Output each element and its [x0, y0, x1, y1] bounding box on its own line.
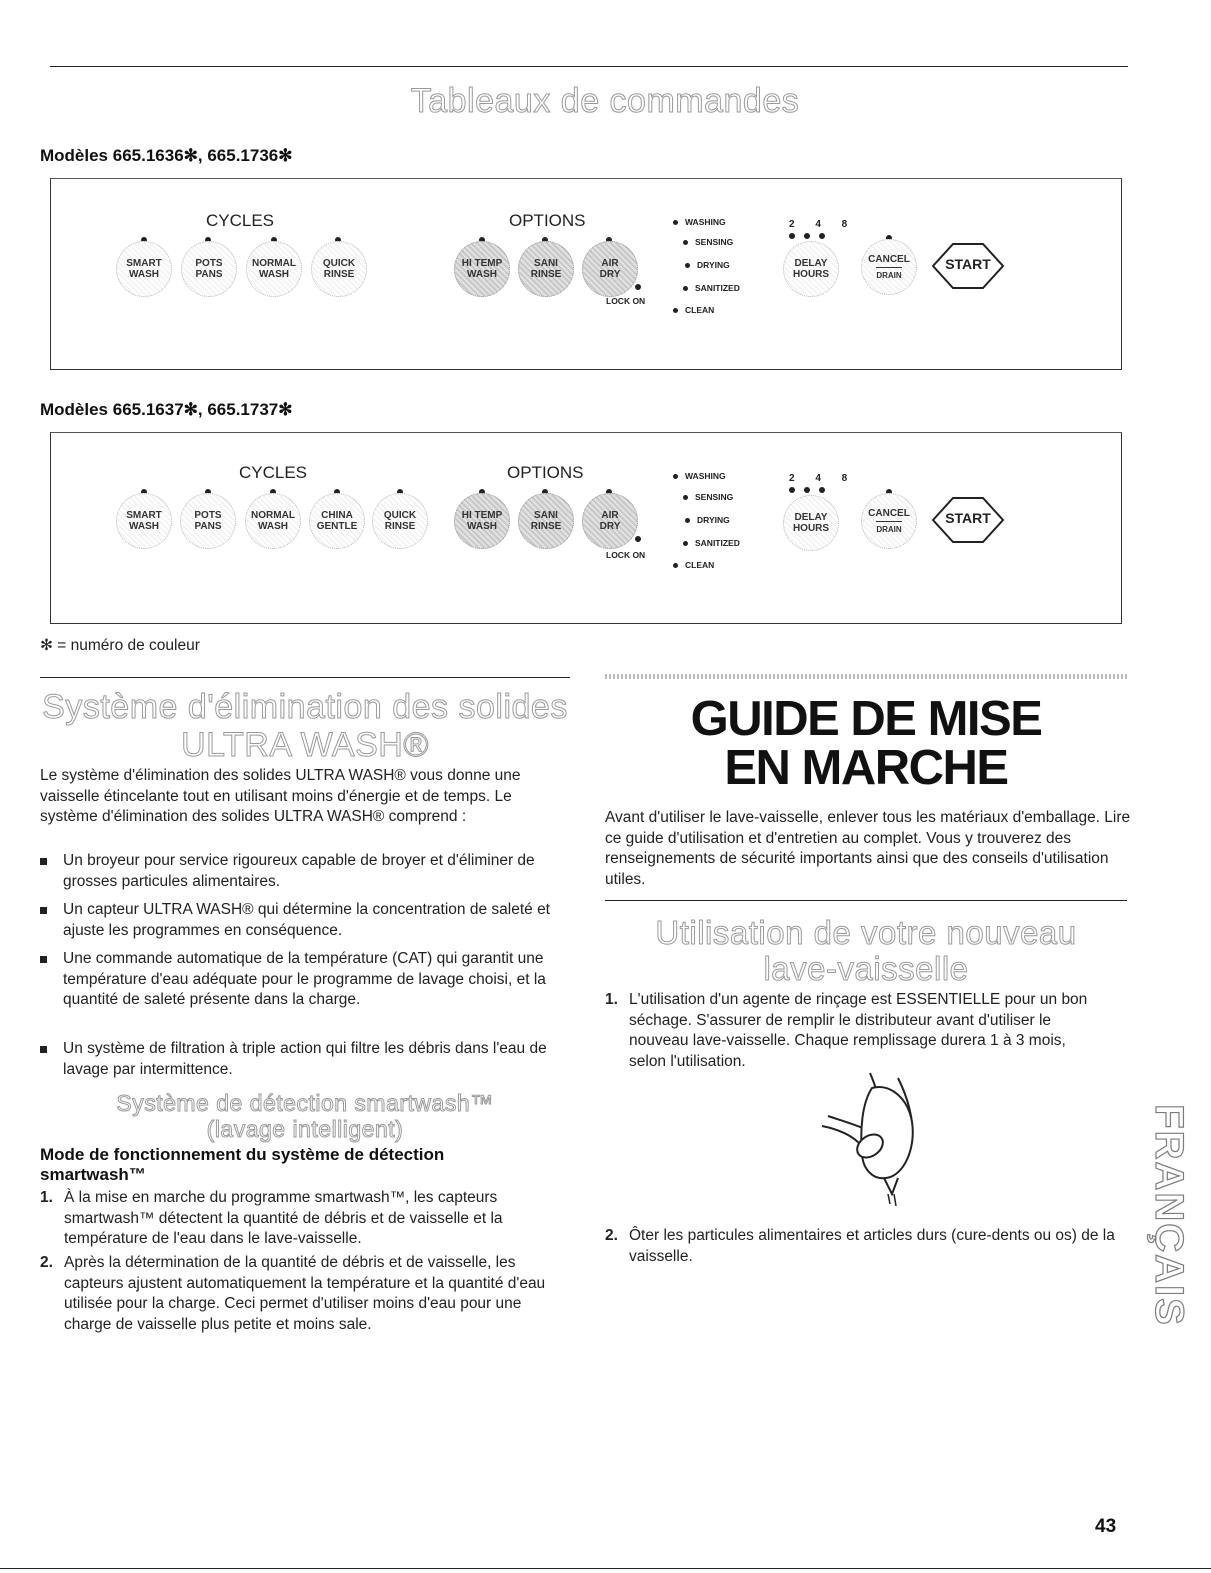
option-button-air-dry[interactable] — [582, 241, 638, 297]
list-item — [40, 949, 570, 1011]
page-title: Tableaux de commandes — [410, 82, 800, 120]
button-label: DELAY — [794, 512, 828, 523]
panel-edge — [1121, 433, 1122, 623]
status-drying: DRYING — [685, 515, 730, 525]
button-label: CHINA — [321, 510, 353, 521]
options-label: OPTIONS — [507, 463, 584, 482]
status-sanitized: SANITIZED — [683, 283, 740, 293]
cycles-label: CYCLES — [206, 211, 275, 230]
button-label: RINSE — [530, 269, 562, 280]
top-rule — [50, 66, 1128, 67]
ultra-wash-intro: Le système d'élimination des solides ULTRA WASH® vous donne une vaisselle étincelante tout en utilisant moins d'énergie et de temps. Le système d'élimination des solides ULTRA WASH® comprend : — [40, 767, 521, 825]
button-label: SMART — [126, 510, 162, 521]
usage-title-line2: lave-vaisselle — [763, 950, 969, 987]
button-label: WASH — [467, 269, 497, 280]
button-label: HI TEMP — [461, 258, 503, 269]
status-clean: CLEAN — [673, 305, 714, 315]
cycle-button-smart-wash[interactable] — [116, 493, 172, 549]
button-label: NORMAL — [252, 258, 296, 269]
step-text: Après la détermination de la quantité de débris et de vaisselle, les capteurs ajustent automatiquement la température et la quantité d'eau utilisée pour la charge. Ceci permet d'utiliser moins d'eau pour une charge de vaisselle plus petite et moins sale. — [64, 1254, 546, 1333]
button-label: QUICK — [322, 258, 356, 269]
option-button-sani-rinse[interactable] — [518, 241, 574, 297]
start-button-label: START — [945, 510, 991, 526]
start-button[interactable] — [931, 495, 1005, 545]
lock-on-label: LOCK ON — [606, 550, 646, 560]
button-label: DRY — [599, 521, 621, 532]
smartwash-title-line2: (lavage intelligent) — [206, 1116, 404, 1142]
right-column-rule — [605, 900, 1127, 901]
status-clean: CLEAN — [673, 560, 714, 570]
button-label: AIR — [601, 258, 619, 269]
button-label: RINSE — [384, 521, 416, 532]
cycle-button-quick-rinse[interactable] — [311, 241, 367, 297]
status-sensing: SENSING — [683, 237, 733, 247]
status-drying: DRYING — [685, 260, 730, 270]
button-label: GENTLE — [316, 521, 358, 532]
button-label: WASH — [129, 269, 159, 280]
button-label: SANI — [534, 258, 558, 269]
step-number: 1. — [605, 991, 618, 1008]
status-washing: WASHING — [673, 217, 726, 227]
button-label: HOURS — [792, 523, 830, 534]
cycle-button-china-gentle[interactable] — [309, 493, 365, 549]
list-item-text: Un capteur ULTRA WASH® qui détermine la concentration de saleté et ajuste les programmes en conséquence. — [63, 901, 550, 939]
control-panel-1 — [50, 178, 1122, 370]
button-label: WASH — [258, 521, 288, 532]
bullet-icon — [40, 956, 47, 963]
mode-heading: Mode de fonctionnement du système de détection smartwash™ — [40, 1145, 445, 1184]
cycle-button-smart-wash[interactable] — [116, 241, 172, 297]
button-label: HI TEMP — [461, 510, 503, 521]
ultra-wash-title-line1: Système d'élimination des solides — [42, 688, 568, 726]
cycles-label: CYCLES — [239, 463, 308, 482]
button-label: WASH — [259, 269, 289, 280]
option-button-hi-temp-wash[interactable] — [454, 241, 510, 297]
smartwash-title-line1: Système de détection smartwash™ — [116, 1090, 494, 1116]
bottom-rule — [0, 1568, 1211, 1569]
button-label: CANCEL — [868, 507, 910, 519]
list-item — [40, 1253, 570, 1335]
rinse-aid-illustration — [800, 1068, 960, 1208]
delay-hours-button[interactable] — [783, 241, 839, 297]
list-item — [40, 851, 570, 892]
guide-intro: Avant d'utiliser le lave-vaisselle, enlever tous les matériaux d'emballage. Lire ce guide d'utilisation et d'entretien au complet. Vous y trouverez des renseignements de sécurité importants ainsi que des conseils d'utilisation utiles. — [605, 809, 1131, 888]
button-label: WASH — [129, 521, 159, 532]
cycle-button-normal-wash[interactable] — [246, 241, 302, 297]
lock-on-light — [635, 284, 641, 290]
list-item-text: Un système de filtration à triple action qui filtre les débris dans l'eau de lavage par intermittence. — [63, 1040, 547, 1078]
step-number: 2. — [605, 1227, 618, 1244]
options-label: OPTIONS — [509, 211, 586, 230]
bullet-icon — [40, 907, 47, 914]
language-tab-label: FRANÇAIS — [1146, 1103, 1191, 1327]
button-label: PANS — [195, 269, 223, 280]
button-label: AIR — [601, 510, 619, 521]
bottle-hand-icon — [800, 1068, 960, 1208]
step-text: À la mise en marche du programme smartwash™, les capteurs smartwash™ détectent la quantité de débris et de vaisselle et la température de l'eau dans le lave-vaisselle. — [64, 1189, 503, 1247]
button-label: SMART — [126, 258, 162, 269]
list-item — [605, 990, 1105, 1072]
button-label: POTS — [194, 510, 222, 521]
button-label: HOURS — [792, 269, 830, 280]
option-button-air-dry[interactable] — [582, 493, 638, 549]
step-number: 1. — [40, 1189, 53, 1206]
cycle-button-quick-rinse[interactable] — [372, 493, 428, 549]
step-text: Ôter les particules alimentaires et articles durs (cure-dents ou os) de la vaisselle. — [629, 1227, 1115, 1265]
delay-hours-numbers: 2 4 8 — [789, 473, 857, 484]
button-label: NORMAL — [251, 510, 295, 521]
list-item — [40, 1188, 570, 1250]
delay-hours-button[interactable] — [783, 495, 839, 551]
list-item — [40, 1039, 570, 1080]
bullet-icon — [40, 858, 47, 865]
button-label: SANI — [534, 510, 558, 521]
status-washing: WASHING — [673, 471, 726, 481]
start-button[interactable] — [931, 241, 1005, 291]
status-sensing: SENSING — [683, 492, 733, 502]
button-label: RINSE — [530, 521, 562, 532]
button-label: QUICK — [383, 510, 417, 521]
step-number: 2. — [40, 1254, 53, 1271]
panel-edge — [1121, 179, 1122, 369]
option-button-sani-rinse[interactable] — [518, 493, 574, 549]
dotted-rule — [605, 674, 1127, 679]
button-label: POTS — [195, 258, 223, 269]
option-button-hi-temp-wash[interactable] — [454, 493, 510, 549]
button-label: DRAIN — [876, 524, 902, 534]
bullet-icon — [40, 1046, 47, 1053]
button-label: RINSE — [323, 269, 355, 280]
color-number-note: ✻ = numéro de couleur — [40, 637, 200, 654]
model-heading-1: Modèles 665.1636✻, 665.1736✻ — [40, 146, 293, 165]
model-heading-2: Modèles 665.1637✻, 665.1737✻ — [40, 400, 293, 419]
list-item — [605, 1226, 1125, 1267]
button-label: CANCEL — [868, 253, 910, 265]
cycle-button-pots-pans[interactable] — [181, 241, 237, 297]
button-label: DELAY — [794, 258, 828, 269]
delay-hours-lights — [789, 487, 825, 493]
button-label: DRAIN — [876, 270, 902, 280]
step-text: L'utilisation d'un agente de rinçage est ESSENTIELLE pour un bon séchage. S'assurer de remplir le distributeur avant d'utiliser le nouveau lave-vaisselle. Chaque remplissage durera 1 à 3 mois, selon l'utilisation. — [629, 991, 1088, 1070]
list-item-text: Un broyeur pour service rigoureux capable de broyer et d'éliminer de grosses particules alimentaires. — [63, 852, 535, 890]
delay-hours-numbers: 2 4 8 — [789, 219, 857, 230]
lock-on-label: LOCK ON — [606, 296, 646, 306]
cancel-drain-button[interactable] — [861, 239, 917, 295]
guide-title-line1: GUIDE DE MISE — [690, 692, 1042, 746]
start-button-label: START — [945, 256, 991, 272]
cycle-button-pots-pans[interactable] — [180, 493, 236, 549]
list-item — [40, 900, 570, 941]
control-panel-2 — [50, 432, 1122, 624]
lock-on-light — [635, 536, 641, 542]
page-number: 43 — [1095, 1516, 1117, 1537]
button-label: PANS — [194, 521, 222, 532]
ultra-wash-title-line2: ULTRA WASH® — [181, 726, 429, 764]
left-column-rule — [40, 677, 570, 678]
usage-title-line1: Utilisation de votre nouveau — [655, 914, 1077, 951]
guide-title-line2: EN MARCHE — [724, 741, 1008, 795]
status-sanitized: SANITIZED — [683, 538, 740, 548]
list-item-text: Une commande automatique de la température (CAT) qui garantit une température d'eau adéquate pour le programme de lavage choisi, et la quantité de saleté présente dans la charge. — [63, 950, 546, 1008]
cancel-drain-button[interactable] — [861, 493, 917, 549]
delay-hours-lights — [789, 233, 825, 239]
cycle-button-normal-wash[interactable] — [245, 493, 301, 549]
button-label: WASH — [467, 521, 497, 532]
button-label: DRY — [599, 269, 621, 280]
language-tab — [1147, 1080, 1189, 1350]
